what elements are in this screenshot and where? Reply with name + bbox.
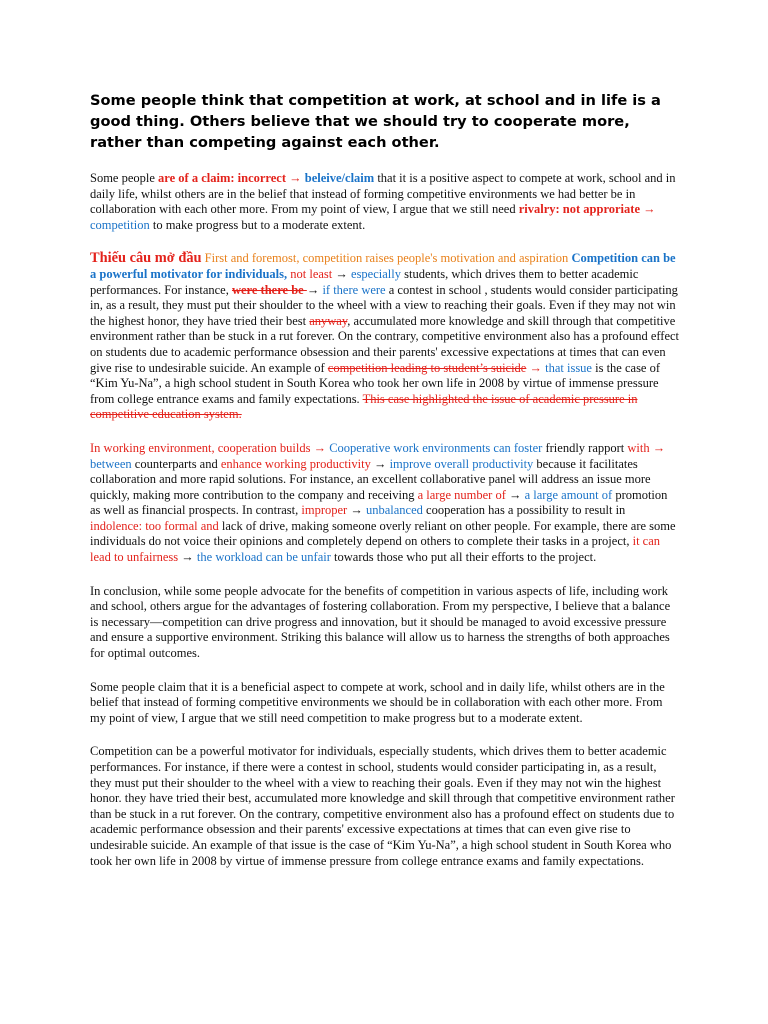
text-run: to make progress but to a moderate extent. [149,217,366,232]
text-run: → [370,456,390,471]
text-run: indolence: too formal and [90,518,219,533]
text-run: → [649,440,666,455]
text-run: → [310,440,330,455]
text-run: beleive/claim [304,171,375,185]
body-paragraph-1-annotated [90,251,680,423]
document-page [90,90,680,887]
text-run: students, which drives them to better academic performances. For instance, [90,266,639,297]
text-run: Thiếu câu mở đầu [90,250,202,267]
text-run: a large amount of [524,487,613,502]
essay-prompt-heading: Some people think that competition at work, at school and in life is a good thing. Others believe that we should try to cooperate more, rather than competing against each other. [90,92,661,151]
text-run: → [178,550,197,565]
text-run: if there were [322,282,386,297]
text-run: This case highlighted the issue of academic pressure in competitive education system. [90,391,638,422]
text-run: unbalanced [365,503,423,518]
text-run: → [526,360,546,375]
text-run: lack of drive, making someone overly reliant on other people. For example, there are some individuals do not voice their opinions and completely depend on others to complete their tasks in a project, [90,518,676,549]
text-run: are of a claim: incorrect [158,171,287,185]
text-run: → [332,266,352,281]
text-run: First and foremost, competition raises people's motivation and aspiration [201,251,572,266]
text-run: not least [287,266,333,281]
text-run: the workload can be unfair [196,550,331,565]
text-run: → [347,503,366,518]
text-run: → [286,171,305,185]
text-run: , accumulated more knowledge and skill through that competitive environment rather than be stuck in a rut forever. On the contrary, competitive environment also has a profound effect on students due to academic performance obsession and their parents' excessive expectations at times that can even give rise to undesirable suicide. An example of [90,313,680,375]
text-run: it can lead to unfairness [90,534,661,565]
text-run: with [627,440,650,455]
text-run: rivalry: not approriate [518,202,640,217]
text-run: cooperation has a possibility to result in [422,503,626,518]
revised-intro-paragraph: Some people claim that it is a beneficial aspect to compete at work, school and in daily life, whilst others are in the belief that instead of forming competitive environments we should be in collaboration with each other more. From my point of view, I argue that we still need competition to make progress but to a moderate extent. [90,679,665,725]
text-run: competition [90,217,150,232]
conclusion-paragraph: In conclusion, while some people advocate for the benefits of competition in various aspects of life, including work and school, others argue for the advantages of fostering collaboration. From my perspective, I believe that a balance is necessary—competition can drive progress and innovation, but it should be managed to avoid excessive pressure and ensure a supportive environment. Striking this balance will allow us to harness the strengths of both approaches for optimal outcomes. [90,583,671,661]
text-run: promotion as well as financial prospects. In contrast, [90,487,668,518]
text-run: Cooperative work environments can foster [329,440,543,455]
intro-paragraph-annotated [90,171,680,233]
text-run: friendly rapport [542,440,628,455]
revised-body-paragraph: Competition can be a powerful motivator for individuals, especially students, which drives them to better academic performances. For instance, if there were a contest in school, students would consider participating in, as a result, they must put their shoulder to the wheel with a view to reaching their goals. Even if they may not win the highest honor. they have tried their best, accumulated more knowledge and skill through that competitive environment rather than be stuck in a rut forever. On the contrary, competitive environment also has a profound effect on students due to academic performance obsession and their parents' excessive expectations at times that can even give rise to undesirable suicide. An example of that issue is the case of “Kim Yu-Na”, a high school student in South Korea who took her own life in 2008 by virtue of immense pressure from college entrance exams and family expectations. [90,744,675,868]
text-run: Some people [90,171,159,185]
text-run: → [640,202,656,217]
text-run: In working environment, cooperation builds [90,440,311,455]
text-run: counterparts and [131,456,221,471]
text-run: were there be [231,282,307,297]
text-run: especially [351,266,401,281]
text-run: → [505,487,525,502]
text-run: because it facilitates collaboration and more rapid solutions. For instance, an excellent collaborative panel will address an issue more quickly, making more contribution to the company and receiving [90,456,651,502]
text-run: enhance working productivity [220,456,371,471]
text-run: that issue [545,360,592,375]
text-run: between [90,456,132,471]
text-run: improper [301,503,348,518]
body-paragraph-2-annotated [90,441,680,566]
text-run: Competition can be a powerful motivator for individuals, [90,251,676,281]
text-run: a large number of [417,487,506,502]
text-run: competition leading to student’s suicide [327,360,527,375]
text-run: a contest in school , students would consider participating in, as a result, they must put their shoulder to the wheel with a view to reaching their goals. Even if they may not win the highest honor, they have tried their best [90,282,678,328]
text-run: is the case of “Kim Yu-Na”, a high school student in South Korea who took her own life in 2008 by virtue of immense pressure from college entrance exams and family expectations. [90,360,661,406]
text-run: → [306,282,323,297]
text-run: that it is a positive aspect to compete at work, school and in daily life, whilst others are in the belief that instead of forming competitive environments we had better be in collaboration with each other more. From my point of view, I argue that we still need [90,171,676,217]
text-run: anyway [309,313,348,328]
text-run: towards those who put all their efforts to the project. [330,550,597,565]
text-run: improve overall productivity [389,456,534,471]
